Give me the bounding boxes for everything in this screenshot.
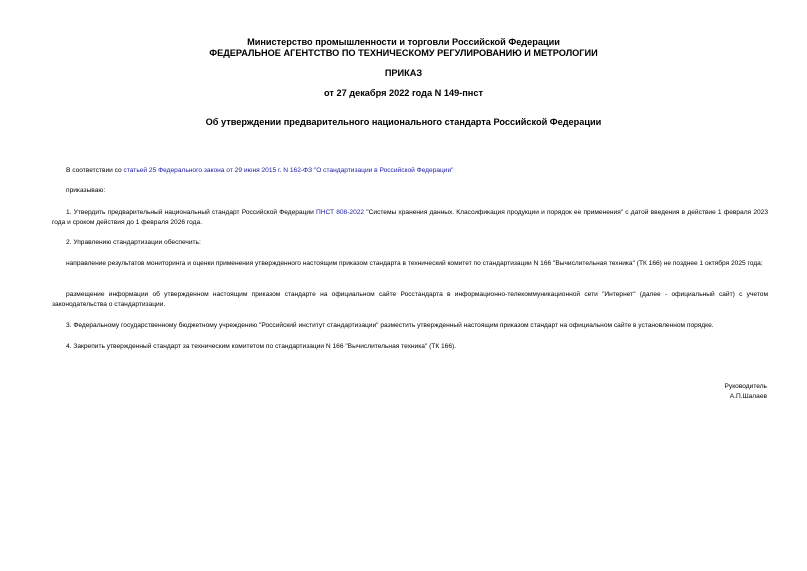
document-date-number: от 27 декабря 2022 года N 149-пнст [324,88,483,98]
item-2-paragraph [52,238,768,248]
standard-link[interactable]: ПНСТ 808-2022 [315,209,365,216]
law-article-link[interactable]: статьей 25 Федерального закона от 29 июня 2015 г. N 162-ФЗ "О стандартизации в Российской Федерации" [123,167,454,174]
order-paragraph [52,186,768,196]
item-4-text: 4. Закрепить утвержденный стандарт за техническим комитетом по стандартизации N 166 "Вычислительная техника" (ТК 166). [66,343,457,350]
item-1-suffix: "Системы хранения данных. Классификация продукции и порядок ее применения" с датой введения в действие 1 февраля 2023 года и сроком действия до 1 февраля 2026 года. [52,209,768,226]
item-1-prefix: 1. Утвердить предварительный национальный стандарт Российской Федерации [66,209,316,216]
item-2a-text: направление результатов мониторинга и оценки применения утвержденного настоящим приказом стандарта в технический комитет по стандартизации N 166 "Вычислительная техника" (ТК 166) не позднее 1 октября 2025 года; [66,260,763,267]
signatory-name: А.П.Шалаев [729,393,767,400]
intro-prefix: В соответствии со [66,167,124,174]
signatory-title: Руководитель [724,383,767,390]
document-type: ПРИКАЗ [384,68,423,78]
document-subject: Об утверждении предварительного национального стандарта Российской Федерации [205,117,602,127]
document-header [0,37,807,59]
agency-name: ФЕДЕРАЛЬНОЕ АГЕНТСТВО ПО ТЕХНИЧЕСКОМУ РЕГУЛИРОВАНИЮ И МЕТРОЛОГИИ [209,48,598,58]
item-2a-paragraph [52,259,768,269]
ministry-name: Министерство промышленности и торговли Российской Федерации [247,37,560,47]
item-2b-paragraph [52,290,768,310]
intro-paragraph [52,166,768,176]
item-1-paragraph [52,208,768,228]
item-2b-text: размещение информации об утвержденном настоящим приказом стандарте на официальном сайте Росстандарта в информационно-телекоммуникационной сети "Интернет" (далее - официальный сайт) с учетом законодательства о стандартизации. [52,291,768,308]
signature-block [725,382,767,402]
item-3-text: 3. Федеральному государственному бюджетному учреждению "Российский институт стандартизации" разместить утвержденный настоящим приказом стандарт на официальном сайте в установленном порядке. [66,322,714,329]
item-2-text: 2. Управлению стандартизации обеспечить: [66,239,201,246]
item-4-paragraph [52,342,768,352]
order-word: приказываю: [66,187,106,194]
item-3-paragraph [52,321,768,331]
